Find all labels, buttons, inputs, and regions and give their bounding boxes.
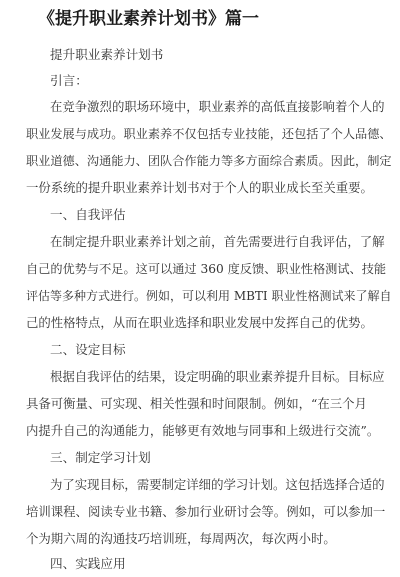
section-heading-practice: 四、实践应用: [50, 556, 126, 571]
section-line: 根据自我评估的结果，设定明确的职业素养提升目标。目标应: [50, 369, 385, 384]
intro-line: 职业道德、沟通能力、团队合作能力等多方面综合素质。因此，制定: [26, 154, 392, 168]
section-line: 己的性格特点，从而在职业选择和职业发展中发挥自己的优势。: [26, 315, 373, 330]
section-line: 在制定提升职业素养计划之前，首先需要进行自我评估，了解: [50, 234, 385, 249]
section-line: 自己的优势与不足。这可以通过 360 度反馈、职业性格测试、技能: [26, 262, 387, 276]
section-line: 为了实现目标，需要制定详细的学习计划。这包括选择合适的: [50, 477, 385, 492]
section-heading-self-assessment: 一、自我评估: [50, 207, 126, 222]
intro-line: 职业发展与成功。职业素养不仅包括专业技能，还包括了个人品德、: [26, 127, 392, 141]
section-line: 个为期六周的沟通技巧培训班，每周两次，每次两小时。: [26, 531, 336, 546]
document-title: 《提升职业素养计划书》篇一: [38, 9, 259, 29]
intro-line: 一份系统的提升职业素养计划书对于个人的职业成长至关重要。: [26, 180, 373, 195]
section-line: 具备可衡量、可实现、相关性强和时间限制。例如，“在三个月: [26, 396, 367, 411]
intro-label: 引言：: [50, 73, 88, 88]
section-heading-learning-plan: 三、制定学习计划: [50, 450, 151, 465]
section-line: 培训课程、阅读专业书籍、参加行业研讨会等。例如，可以参加一: [26, 504, 386, 519]
section-line: 内提升自己的沟通能力，能够更有效地与同事和上级进行交流”。: [26, 423, 380, 438]
document-subtitle: 提升职业素养计划书: [50, 47, 164, 62]
intro-line: 在竞争激烈的职场环境中，职业素养的高低直接影响着个人的: [50, 99, 385, 114]
section-line: 评估等多种方式进行。例如，可以利用 MBTI 职业性格测试来了解自: [26, 289, 392, 303]
section-heading-set-goals: 二、设定目标: [50, 342, 126, 357]
